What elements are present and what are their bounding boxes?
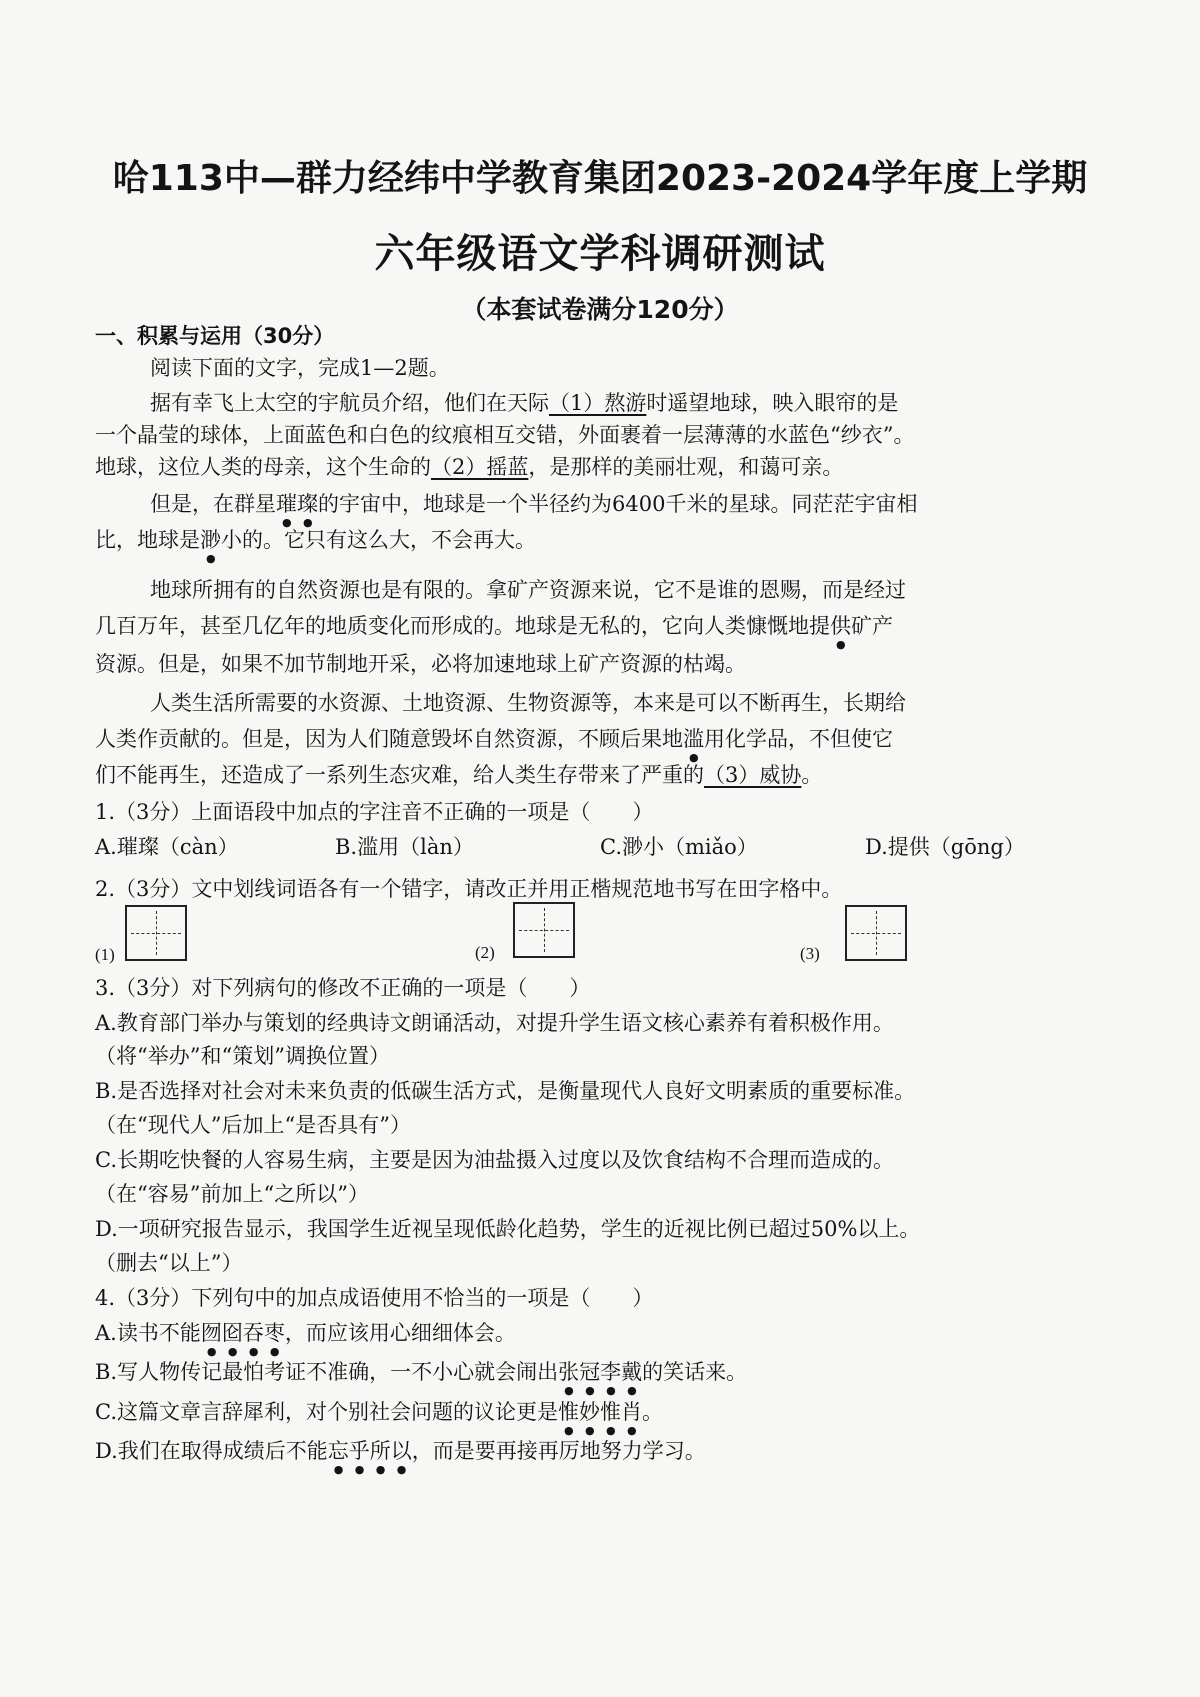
underlined-word-1: （1）熬游 — [549, 391, 647, 415]
passage-text: 矿产 — [851, 614, 893, 638]
dotted-idiom: 张冠李戴 — [558, 1360, 643, 1384]
question-4-stem: 4.（3分）下列句中的加点成语使用不恰当的一项是（ ） — [95, 1286, 654, 1310]
passage-text: 用化学品，不但使它 — [704, 727, 893, 751]
section-heading: 一、积累与运用（30分） — [95, 324, 335, 348]
passage-line — [95, 760, 1125, 790]
passage-line — [95, 611, 1125, 651]
passage-text: 但是，在群星 — [150, 492, 276, 516]
question-3-note-c: （在“容易”前加上“之所以”） — [95, 1182, 369, 1206]
full-score-note: （本套试卷满分120分） — [461, 295, 739, 324]
dotted-idiom: 忘乎所以 — [327, 1439, 412, 1463]
option-text: ，而是要再接再厉地努力学习。 — [411, 1439, 706, 1463]
passage-text: 的宇宙中，地球是一个半径约为6400千米的星球。同茫茫宇宙相 — [318, 492, 918, 516]
question-4-option-b[interactable] — [95, 1357, 1125, 1397]
option-text: 的笑话来。 — [642, 1360, 748, 1384]
question-3-note-b: （在“现代人”后加上“是否具有”） — [95, 1113, 411, 1137]
option-d[interactable]: D.提供（gōng） — [865, 835, 1025, 859]
question-3-option-d[interactable]: D.一项研究报告显示，我国学生近视呈现低龄化趋势，学生的近视比例已超过50%以上。 — [95, 1217, 921, 1241]
passage-text: 人类作贡献的。但是，因为人们随意毁坏自然资源，不顾后果地 — [95, 727, 683, 751]
option-text: 。 — [642, 1400, 663, 1424]
passage-line — [95, 724, 1125, 764]
option-text: ，而应该用心细细体会。 — [284, 1321, 516, 1345]
option-b[interactable]: B.滥用（làn） — [335, 835, 474, 859]
grid-label-1: (1) — [95, 945, 115, 964]
passage-text: 比，地球是 — [95, 528, 200, 552]
passage-text: 据有幸飞上太空的宇航员介绍，他们在天际 — [150, 391, 549, 415]
passage-text: 。 — [801, 763, 823, 787]
passage-text: 时遥望地球，映入眼帘的是 — [646, 391, 899, 415]
grid-label-2: (2) — [475, 943, 495, 962]
passage-line: 地球所拥有的自然资源也是有限的。拿矿产资源来说，它不是谁的恩赐，而是经过 — [150, 578, 906, 602]
grid-label-3: (3) — [800, 944, 820, 963]
option-text: A.读书不能 — [95, 1321, 201, 1345]
option-text: C.这篇文章言辞犀利，对个别社会问题的议论更是 — [95, 1400, 558, 1424]
question-4-option-a[interactable] — [95, 1318, 1125, 1358]
exam-title: 哈113中—群力经纬中学教育集团2023-2024学年度上学期 — [112, 158, 1088, 199]
dotted-idiom: 惟妙惟肖 — [558, 1400, 642, 1424]
dotted-idiom: 囫囵吞枣 — [200, 1321, 285, 1345]
tianzige-box-3[interactable] — [845, 905, 907, 961]
section-instruction: 阅读下面的文字，完成1—2题。 — [150, 356, 450, 380]
passage-text: ，是那样的美丽壮观，和蔼可亲。 — [528, 455, 844, 479]
question-3-note-d: （删去“以上”） — [95, 1251, 243, 1275]
option-text: B.写人物传记最怕考证不准确，一不小心就会闹出 — [95, 1360, 559, 1384]
passage-text: 地球，这位人类的母亲，这个生命的 — [95, 455, 431, 479]
passage-line — [95, 525, 1125, 565]
question-1-stem: 1.（3分）上面语段中加点的字注音不正确的一项是（ ） — [95, 800, 654, 824]
question-3-option-c[interactable]: C.长期吃快餐的人容易生病，主要是因为油盐摄入过度以及饮食结构不合理而造成的。 — [95, 1148, 894, 1172]
question-3-stem: 3.（3分）对下列病句的修改不正确的一项是（ ） — [95, 976, 591, 1000]
question-3-option-b[interactable]: B.是否选择对社会对未来负责的低碳生活方式，是衡量现代人良好文明素质的重要标准。 — [95, 1079, 916, 1103]
passage-text: 小的。它只有这么大，不会再大。 — [221, 528, 536, 552]
option-text: D.我们在取得成绩后不能 — [95, 1439, 328, 1463]
question-1-options — [95, 832, 1125, 862]
passage-line: 资源。但是，如果不加节制地开采，必将加速地球上矿产资源的枯竭。 — [95, 652, 746, 676]
tianzige-box-1[interactable] — [125, 905, 187, 961]
dotted-char: 滥 — [683, 727, 704, 751]
underlined-word-3: （3）威协 — [704, 763, 802, 787]
question-3-note-a: （将“举办”和“策划”调换位置） — [95, 1044, 390, 1068]
passage-line — [150, 388, 1125, 418]
passage-line — [95, 452, 1125, 482]
exam-subtitle: 六年级语文学科调研测试 — [374, 231, 826, 277]
option-c[interactable]: C.渺小（miǎo） — [600, 835, 758, 859]
question-4-option-d[interactable] — [95, 1436, 1125, 1476]
dotted-char: 渺 — [200, 528, 221, 552]
passage-line: 人类生活所需要的水资源、土地资源、生物资源等，本来是可以不断再生，长期给 — [150, 691, 906, 715]
question-2-stem: 2.（3分）文中划线词语各有一个错字，请改正并用正楷规范地书写在田字格中。 — [95, 877, 843, 901]
passage-line: 一个晶莹的球体，上面蓝色和白色的纹痕相互交错，外面裹着一层薄薄的水蓝色“纱衣”。 — [95, 423, 915, 447]
tianzige-box-2[interactable] — [513, 902, 575, 958]
question-3-option-a[interactable]: A.教育部门举办与策划的经典诗文朗诵活动，对提升学生语文核心素养有着积极作用。 — [95, 1011, 894, 1035]
passage-line — [150, 489, 1125, 529]
question-4-option-c[interactable] — [95, 1397, 1125, 1437]
dotted-char: 璀璨 — [276, 492, 318, 516]
passage-text: 几百万年，甚至几亿年的地质变化而形成的。地球是无私的，它向人类慷慨地提 — [95, 614, 830, 638]
passage-text: 们不能再生，还造成了一系列生态灾难，给人类生存带来了严重的 — [95, 763, 704, 787]
dotted-char: 供 — [830, 614, 851, 638]
underlined-word-2: （2）摇蓝 — [431, 455, 529, 479]
option-a[interactable]: A.璀璨（càn） — [95, 835, 239, 859]
